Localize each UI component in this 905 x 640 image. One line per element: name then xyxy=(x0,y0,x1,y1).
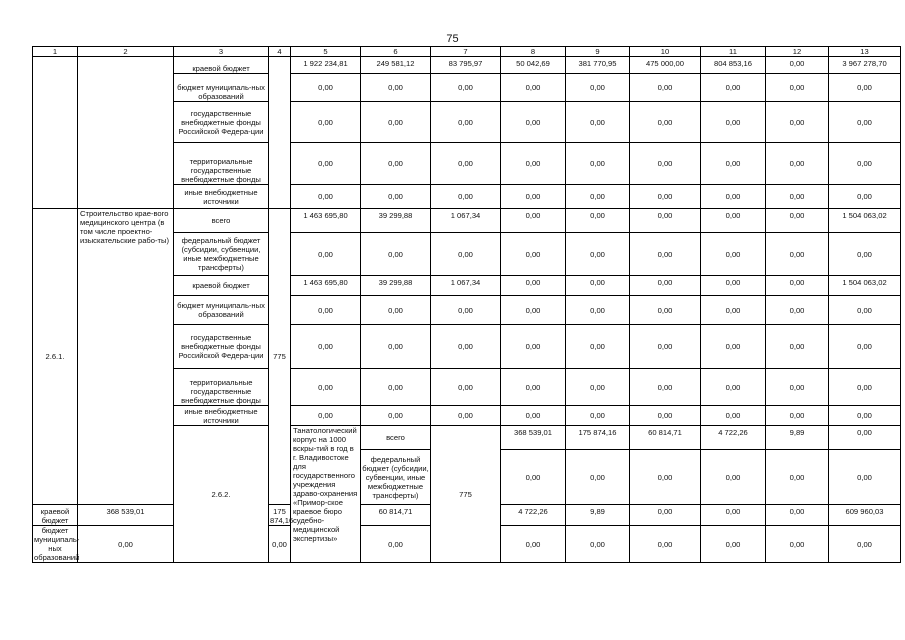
amount-cell: 0,00 xyxy=(431,143,501,185)
item-code: 2.6.2. xyxy=(174,426,269,563)
amount-cell: 0,00 xyxy=(701,450,766,505)
amount-cell: 0,00 xyxy=(630,233,701,276)
amount-cell: 0,00 xyxy=(766,296,829,325)
table-row xyxy=(33,209,901,233)
amount-cell: 0,00 xyxy=(501,143,566,185)
amount-cell: 39 299,88 xyxy=(361,209,431,233)
funding-source: государственные внебюджетные фонды Российской Федера-ции xyxy=(174,102,269,143)
funding-source: всего xyxy=(174,209,269,233)
amount-cell: 0,00 xyxy=(630,74,701,102)
amount-cell: 0,00 xyxy=(431,233,501,276)
amount-cell: 0,00 xyxy=(501,74,566,102)
amount-cell: 1 504 063,02 xyxy=(829,209,901,233)
amount-cell: 0,00 xyxy=(766,57,829,74)
amount-cell: 0,00 xyxy=(566,143,630,185)
amount-cell: 0,00 xyxy=(766,209,829,233)
amount-cell: 368 539,01 xyxy=(501,426,566,450)
amount-cell: 60 814,71 xyxy=(630,426,701,450)
item-name: Строительство крае-вого медицинского центра (в том числе проектно-изыскательские рабо-ты) xyxy=(78,209,174,505)
amount-cell: 0,00 xyxy=(766,74,829,102)
amount-cell: 0,00 xyxy=(361,296,431,325)
funding-source: иные внебюджетные источники xyxy=(174,406,269,426)
funding-source: территориальные государственные внебюджетные фонды xyxy=(174,369,269,406)
column-4-code: 775 xyxy=(269,209,291,505)
amount-cell: 0,00 xyxy=(431,406,501,426)
amount-cell: 804 853,16 xyxy=(701,57,766,74)
column-number-2: 2 xyxy=(78,47,174,57)
amount-cell: 60 814,71 xyxy=(361,505,431,526)
amount-cell: 0,00 xyxy=(701,526,766,563)
column-number-13: 13 xyxy=(829,47,901,57)
amount-cell: 0,00 xyxy=(501,296,566,325)
amount-cell: 0,00 xyxy=(766,102,829,143)
amount-cell: 0,00 xyxy=(501,102,566,143)
amount-cell: 0,00 xyxy=(361,406,431,426)
column-number-5: 5 xyxy=(291,47,361,57)
amount-cell: 0,00 xyxy=(701,233,766,276)
amount-cell: 0,00 xyxy=(566,325,630,369)
amount-cell: 0,00 xyxy=(630,296,701,325)
amount-cell: 0,00 xyxy=(566,209,630,233)
amount-cell: 0,00 xyxy=(501,276,566,296)
amount-cell: 0,00 xyxy=(766,233,829,276)
amount-cell: 0,00 xyxy=(701,209,766,233)
amount-cell: 0,00 xyxy=(431,74,501,102)
column-number-row xyxy=(33,47,901,57)
amount-cell: 50 042,69 xyxy=(501,57,566,74)
amount-cell: 0,00 xyxy=(766,325,829,369)
amount-cell: 0,00 xyxy=(361,74,431,102)
amount-cell: 0,00 xyxy=(431,296,501,325)
amount-cell: 0,00 xyxy=(630,102,701,143)
funding-source: бюджет муниципаль-ных образований xyxy=(174,74,269,102)
amount-cell: 0,00 xyxy=(501,406,566,426)
code-cell xyxy=(33,57,78,209)
amount-cell: 0,00 xyxy=(566,276,630,296)
amount-cell: 0,00 xyxy=(566,185,630,209)
amount-cell: 0,00 xyxy=(829,325,901,369)
table-body xyxy=(33,47,901,563)
amount-cell: 0,00 xyxy=(701,276,766,296)
funding-source: бюджет муниципаль-ных образований xyxy=(174,296,269,325)
amount-cell: 0,00 xyxy=(291,369,361,406)
amount-cell: 4 722,26 xyxy=(501,505,566,526)
column-number-9: 9 xyxy=(566,47,630,57)
funding-source: всего xyxy=(361,426,431,450)
amount-cell: 0,00 xyxy=(630,276,701,296)
amount-cell: 0,00 xyxy=(431,185,501,209)
amount-cell: 0,00 xyxy=(78,526,174,563)
amount-cell: 0,00 xyxy=(630,450,701,505)
amount-cell: 0,00 xyxy=(829,185,901,209)
amount-cell: 0,00 xyxy=(829,369,901,406)
funding-source: краевой бюджет xyxy=(174,57,269,74)
amount-cell: 0,00 xyxy=(701,185,766,209)
amount-cell: 0,00 xyxy=(501,369,566,406)
column-4-cell xyxy=(269,57,291,209)
amount-cell: 0,00 xyxy=(766,406,829,426)
amount-cell: 0,00 xyxy=(291,233,361,276)
amount-cell: 0,00 xyxy=(566,74,630,102)
amount-cell: 9,89 xyxy=(566,505,630,526)
amount-cell: 1 463 695,80 xyxy=(291,276,361,296)
amount-cell: 0,00 xyxy=(701,143,766,185)
amount-cell: 0,00 xyxy=(829,102,901,143)
amount-cell: 381 770,95 xyxy=(566,57,630,74)
amount-cell: 0,00 xyxy=(701,296,766,325)
amount-cell: 9,89 xyxy=(766,426,829,450)
amount-cell: 1 463 695,80 xyxy=(291,209,361,233)
amount-cell: 83 795,97 xyxy=(431,57,501,74)
amount-cell: 0,00 xyxy=(291,185,361,209)
amount-cell: 0,00 xyxy=(829,233,901,276)
item-code: 2.6.1. xyxy=(33,209,78,505)
item-name: Танатологический корпус на 1000 вскры-тий в год в г. Владивостоке для государственного учреждения здраво-охранения «Примор-ское краевое бюро судебно-медицинской экспертизы» xyxy=(291,426,361,563)
amount-cell: 0,00 xyxy=(501,450,566,505)
amount-cell: 0,00 xyxy=(566,406,630,426)
amount-cell: 0,00 xyxy=(829,406,901,426)
amount-cell: 0,00 xyxy=(766,526,829,563)
amount-cell: 0,00 xyxy=(630,406,701,426)
amount-cell: 0,00 xyxy=(630,325,701,369)
column-number-10: 10 xyxy=(630,47,701,57)
amount-cell: 0,00 xyxy=(291,406,361,426)
amount-cell: 3 967 278,70 xyxy=(829,57,901,74)
amount-cell: 0,00 xyxy=(501,209,566,233)
amount-cell: 0,00 xyxy=(566,233,630,276)
funding-source: иные внебюджетные источники xyxy=(174,185,269,209)
amount-cell: 0,00 xyxy=(501,185,566,209)
amount-cell: 609 960,03 xyxy=(829,505,901,526)
amount-cell: 0,00 xyxy=(431,325,501,369)
amount-cell: 0,00 xyxy=(361,143,431,185)
amount-cell: 0,00 xyxy=(829,296,901,325)
amount-cell: 0,00 xyxy=(630,505,701,526)
amount-cell: 0,00 xyxy=(766,450,829,505)
funding-source: краевой бюджет xyxy=(174,276,269,296)
amount-cell: 0,00 xyxy=(566,450,630,505)
amount-cell: 0,00 xyxy=(701,406,766,426)
amount-cell: 0,00 xyxy=(269,526,291,563)
amount-cell: 4 722,26 xyxy=(701,426,766,450)
amount-cell: 0,00 xyxy=(701,74,766,102)
amount-cell: 39 299,88 xyxy=(361,276,431,296)
amount-cell: 0,00 xyxy=(829,450,901,505)
amount-cell: 1 922 234,81 xyxy=(291,57,361,74)
amount-cell: 0,00 xyxy=(566,102,630,143)
amount-cell: 0,00 xyxy=(630,526,701,563)
budget-table xyxy=(32,46,901,563)
funding-source: федеральный бюджет (субсидии, субвенции, иные межбюджетные трансферты) xyxy=(174,233,269,276)
amount-cell: 0,00 xyxy=(361,325,431,369)
amount-cell: 1 067,34 xyxy=(431,276,501,296)
amount-cell: 175 874,16 xyxy=(269,505,291,526)
column-number-3: 3 xyxy=(174,47,269,57)
amount-cell: 0,00 xyxy=(766,185,829,209)
amount-cell: 0,00 xyxy=(630,185,701,209)
amount-cell: 0,00 xyxy=(361,526,431,563)
amount-cell: 0,00 xyxy=(630,143,701,185)
amount-cell: 1 504 063,02 xyxy=(829,276,901,296)
amount-cell: 0,00 xyxy=(501,233,566,276)
amount-cell: 368 539,01 xyxy=(78,505,174,526)
amount-cell: 0,00 xyxy=(431,369,501,406)
amount-cell: 0,00 xyxy=(766,369,829,406)
amount-cell: 0,00 xyxy=(501,325,566,369)
amount-cell: 0,00 xyxy=(766,276,829,296)
amount-cell: 249 581,12 xyxy=(361,57,431,74)
amount-cell: 0,00 xyxy=(630,209,701,233)
amount-cell: 0,00 xyxy=(566,369,630,406)
amount-cell: 0,00 xyxy=(701,505,766,526)
amount-cell: 0,00 xyxy=(501,526,566,563)
column-number-1: 1 xyxy=(33,47,78,57)
column-4-code: 775 xyxy=(431,426,501,563)
column-number-8: 8 xyxy=(501,47,566,57)
amount-cell: 0,00 xyxy=(566,296,630,325)
funding-source: территориальные государственные внебюджетные фонды xyxy=(174,143,269,185)
amount-cell: 0,00 xyxy=(291,74,361,102)
amount-cell: 0,00 xyxy=(829,526,901,563)
name-cell xyxy=(78,57,174,209)
amount-cell: 0,00 xyxy=(701,369,766,406)
amount-cell: 0,00 xyxy=(291,325,361,369)
amount-cell: 0,00 xyxy=(566,526,630,563)
amount-cell: 0,00 xyxy=(829,74,901,102)
amount-cell: 0,00 xyxy=(291,296,361,325)
amount-cell: 1 067,34 xyxy=(431,209,501,233)
table-row xyxy=(33,57,901,74)
amount-cell: 0,00 xyxy=(701,102,766,143)
amount-cell: 0,00 xyxy=(361,185,431,209)
amount-cell: 0,00 xyxy=(701,325,766,369)
amount-cell: 0,00 xyxy=(766,505,829,526)
amount-cell: 0,00 xyxy=(630,369,701,406)
amount-cell: 0,00 xyxy=(829,143,901,185)
amount-cell: 475 000,00 xyxy=(630,57,701,74)
page-number: 75 xyxy=(446,33,459,45)
column-number-12: 12 xyxy=(766,47,829,57)
amount-cell: 0,00 xyxy=(291,102,361,143)
funding-source: государственные внебюджетные фонды Российской Федера-ции xyxy=(174,325,269,369)
column-number-6: 6 xyxy=(361,47,431,57)
amount-cell: 175 874,16 xyxy=(566,426,630,450)
column-number-4: 4 xyxy=(269,47,291,57)
funding-source: бюджет муниципаль-ных образований xyxy=(34,526,80,562)
amount-cell: 0,00 xyxy=(291,143,361,185)
amount-cell: 0,00 xyxy=(766,143,829,185)
funding-source: федеральный бюджет (субсидии, субвенции, иные межбюджетные трансферты) xyxy=(361,450,431,505)
amount-cell: 0,00 xyxy=(361,369,431,406)
column-number-11: 11 xyxy=(701,47,766,57)
funding-source: краевой бюджет xyxy=(33,505,78,526)
amount-cell: 0,00 xyxy=(431,102,501,143)
amount-cell: 0,00 xyxy=(829,426,901,450)
amount-cell: 0,00 xyxy=(361,233,431,276)
column-number-7: 7 xyxy=(431,47,501,57)
amount-cell: 0,00 xyxy=(361,102,431,143)
